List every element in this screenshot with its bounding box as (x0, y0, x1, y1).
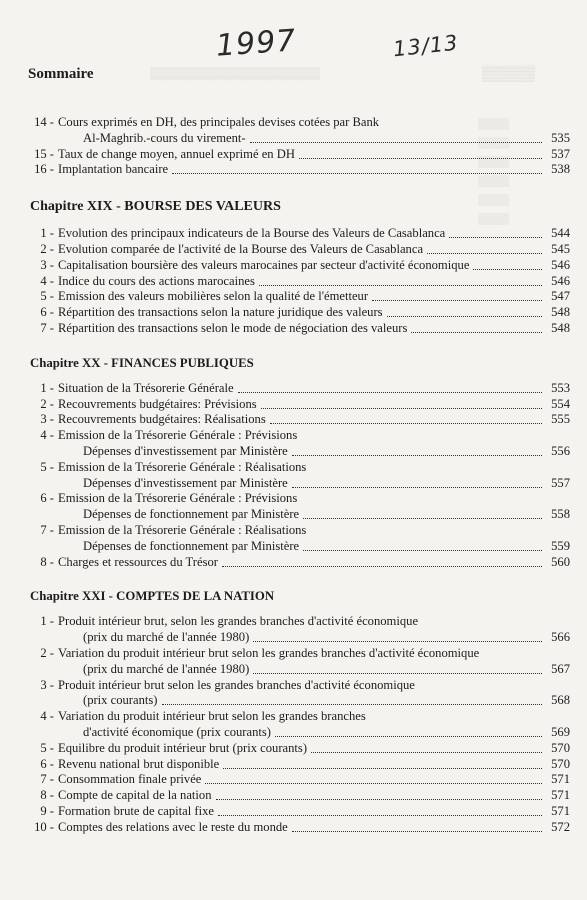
entry-number: 2 - (40, 646, 54, 660)
entry-page-number: 548 (551, 321, 570, 335)
dot-leader (238, 392, 542, 393)
entry-title: Produit intérieur brut selon les grandes branches d'activité économique (58, 677, 415, 692)
toc-entry-line (30, 708, 570, 724)
entry-page-number: 567 (551, 661, 570, 676)
dot-leader (270, 423, 542, 424)
entry-title: Implantation bancaire (58, 162, 169, 177)
entry-title-continued: Dépenses d'investissement par Ministère (83, 475, 288, 490)
bleed-through-mark: ▒▒▒▒▒▒▒▒▒▒▒▒▒▒▒▒▒▒▒▒ (150, 66, 321, 80)
entry-title: Emission de la Trésorerie Générale : Prévisions (58, 428, 298, 443)
toc-entry-line (30, 538, 570, 554)
toc-entry-line (30, 771, 570, 787)
dot-leader (372, 300, 542, 301)
toc-entry-line (30, 411, 570, 427)
entry-title: Emission de la Trésorerie Générale : Prévisions (58, 491, 298, 506)
entry-title: Emission de la Trésorerie Générale : Réalisations (58, 523, 307, 537)
entry-number: 1 - (40, 614, 54, 629)
entry-title: Revenu national brut disponible (58, 756, 220, 771)
toc-entry-line (30, 241, 570, 257)
entry-title: Recouvrements budgétaires: Prévisions (58, 396, 257, 411)
entry-number: 7 - (40, 523, 54, 537)
entry-page-number: 570 (551, 740, 570, 755)
toc-entry-line (30, 288, 570, 304)
dot-leader (162, 704, 542, 705)
entry-number: 3 - (40, 677, 54, 692)
entry-number: 2 - (40, 396, 54, 411)
entry-number: 5 - (40, 289, 54, 304)
entry-page-number: 558 (551, 507, 570, 522)
bleed-through-mark: ▒▒▒▒▒ (482, 66, 536, 82)
entry-title: Formation brute de capital fixe (58, 804, 214, 818)
entry-page-number: 556 (551, 443, 570, 458)
entry-number: 9 - (40, 804, 54, 818)
toc-entry-line (30, 443, 570, 459)
entry-page-number: 566 (551, 630, 570, 645)
entry-title: Variation du produit intérieur brut selon les grandes branches d'activité économique (58, 646, 480, 660)
toc-entry-line (30, 756, 570, 772)
toc-entry-line (30, 554, 570, 570)
entry-page-number: 548 (551, 305, 570, 320)
entry-title-continued: Dépenses de fonctionnement par Ministère (83, 538, 300, 553)
entry-title: Situation de la Trésorerie Générale (58, 380, 234, 395)
entry-title: Compte de capital de la nation (58, 788, 212, 803)
entry-number: 1 - (40, 226, 54, 241)
entry-page-number: 537 (551, 146, 570, 161)
toc-entry-line (30, 427, 570, 443)
handwritten-page-number: 13/13 (391, 30, 460, 62)
dot-leader (303, 550, 542, 551)
dot-leader (261, 408, 542, 409)
entry-number: 4 - (40, 273, 54, 288)
toc-entry-line (30, 677, 570, 693)
entry-title: Taux de change moyen, annuel exprimé en DH (58, 146, 295, 161)
toc-entry-line (30, 396, 570, 412)
dot-leader (253, 641, 542, 642)
entry-number: 4 - (40, 709, 54, 724)
entry-title: Produit intérieur brut, selon les grandes branches d'activité économique (58, 614, 419, 629)
dot-leader (205, 783, 542, 784)
entry-number: 7 - (40, 321, 54, 335)
entry-page-number: 545 (551, 242, 570, 256)
entry-title: Capitalisation boursière des valeurs marocaines par secteur d'activité économique (58, 257, 470, 272)
entry-title-continued: (prix du marché de l'année 1980) (83, 661, 250, 676)
dot-leader (299, 158, 542, 159)
toc-entry-line (30, 819, 570, 835)
toc-entry-line (30, 629, 570, 645)
entry-page-number: 568 (551, 693, 570, 708)
entry-page-number: 546 (551, 273, 570, 288)
entry-title: Consommation finale privée (58, 772, 202, 787)
entry-page-number: 546 (551, 257, 570, 272)
chapter-heading: Chapitre XX - FINANCES PUBLIQUES (30, 355, 254, 370)
entry-title-continued: Al-Maghrib.-cours du virement- (83, 130, 246, 145)
toc-entry-line (30, 161, 570, 177)
entry-title: Répartition des transactions selon le mode de négociation des valeurs (58, 321, 408, 335)
entry-page-number: 555 (551, 412, 570, 427)
entry-number: 10 - (34, 819, 54, 834)
entry-page-number: 559 (551, 538, 570, 553)
entry-title: Cours exprimés en DH, des principales devises cotées par Bank (58, 115, 380, 129)
toc-entry-line (30, 114, 570, 130)
toc-entry-line (30, 787, 570, 803)
entry-page-number: 553 (551, 380, 570, 395)
toc-entry-line (30, 273, 570, 289)
dot-leader (292, 487, 542, 488)
entry-number: 2 - (40, 242, 54, 256)
entry-page-number: 554 (551, 396, 570, 411)
entry-title: Variation du produit intérieur brut selon les grandes branches (58, 709, 366, 724)
dot-leader (218, 815, 542, 816)
dot-leader (250, 142, 542, 143)
entry-number: 5 - (40, 740, 54, 755)
entry-page-number: 572 (551, 819, 570, 834)
entry-title: Emission des valeurs mobilières selon la qualité de l'émetteur (58, 289, 369, 304)
dot-leader (223, 768, 542, 769)
dot-leader (259, 285, 542, 286)
dot-leader (275, 736, 542, 737)
entry-title-continued: Dépenses de fonctionnement par Ministère (83, 507, 300, 522)
toc-entry-line (30, 645, 570, 661)
chapter-heading: Chapitre XIX - BOURSE DES VALEURS (30, 199, 281, 215)
dot-leader (427, 253, 542, 254)
entry-title-continued: d'activité économique (prix courants) (83, 724, 271, 739)
entry-page-number: 538 (551, 162, 570, 177)
toc-entry-line (30, 661, 570, 677)
toc-entry-line (30, 304, 570, 320)
entry-title: Indice du cours des actions marocaines (58, 273, 255, 288)
toc-entry-line (30, 740, 570, 756)
page-heading: Sommaire (28, 66, 94, 82)
entry-number: 8 - (40, 788, 54, 803)
dot-leader (311, 752, 542, 753)
toc-entry-line (30, 490, 570, 506)
entry-title: Emission de la Trésorerie Générale : Réalisations (58, 459, 307, 474)
entry-title: Recouvrements budgétaires: Réalisations (58, 412, 266, 427)
entry-title: Charges et ressources du Trésor (58, 554, 218, 569)
dot-leader (216, 799, 542, 800)
entry-page-number: 569 (551, 724, 570, 739)
toc-entry-line (30, 257, 570, 273)
toc-entry-line (30, 475, 570, 491)
dot-leader (253, 673, 542, 674)
toc-entry-line (30, 320, 570, 336)
entry-number: 8 - (40, 554, 54, 569)
entry-number: 6 - (40, 756, 54, 771)
entry-title: Evolution comparée de l'activité de la Bourse des Valeurs de Casablanca (58, 242, 424, 256)
entry-title-continued: (prix courants) (83, 693, 158, 708)
entry-page-number: 557 (551, 475, 570, 490)
toc-entry-line (30, 803, 570, 819)
dot-leader (222, 566, 542, 567)
toc-entry-line (30, 692, 570, 708)
dot-leader (473, 269, 542, 270)
entry-title: Répartition des transactions selon la nature juridique des valeurs (58, 305, 383, 320)
toc-entry-line (30, 380, 570, 396)
entry-number: 14 - (34, 115, 54, 129)
entry-number: 1 - (40, 380, 54, 395)
entry-number: 7 - (40, 772, 54, 787)
entry-number: 6 - (40, 305, 54, 320)
entry-number: 3 - (40, 257, 54, 272)
dot-leader (292, 455, 542, 456)
entry-number: 16 - (34, 162, 54, 177)
entry-number: 4 - (40, 428, 54, 443)
entry-page-number: 535 (551, 130, 570, 145)
entry-title: Equilibre du produit intérieur brut (prix courants) (58, 740, 308, 755)
toc-entry-line (30, 146, 570, 162)
entry-title: Comptes des relations avec le reste du monde (58, 819, 288, 834)
entry-title-continued: Dépenses d'investissement par Ministère (83, 443, 288, 458)
entry-page-number: 560 (551, 554, 570, 569)
toc-entry-line (30, 130, 570, 146)
toc-entry-line (30, 506, 570, 522)
entry-page-number: 571 (551, 804, 570, 818)
entry-page-number: 571 (551, 788, 570, 803)
entry-title-continued: (prix du marché de l'année 1980) (83, 630, 250, 645)
entry-number: 3 - (40, 412, 54, 427)
toc-entry-line (30, 724, 570, 740)
toc-entry-line (30, 225, 570, 241)
dot-leader (387, 316, 542, 317)
entry-number: 5 - (40, 459, 54, 474)
dot-leader (449, 237, 542, 238)
dot-leader (292, 831, 542, 832)
dot-leader (172, 173, 542, 174)
entry-page-number: 571 (551, 772, 570, 787)
dot-leader (411, 332, 542, 333)
entry-page-number: 544 (551, 226, 570, 241)
dot-leader (303, 518, 542, 519)
entry-page-number: 570 (551, 756, 570, 771)
handwritten-year: 1997 (214, 23, 298, 64)
toc-entry-line (30, 613, 570, 629)
toc-entry-line (30, 459, 570, 475)
bleed-through-mark: ▒▒▒▒ ▒▒▒▒ ▒▒▒▒ ▒▒▒▒ ▒▒▒▒ ▒▒▒▒ (478, 118, 510, 225)
toc-entry-line (30, 522, 570, 538)
entry-number: 15 - (34, 146, 54, 161)
chapter-heading: Chapitre XXI - COMPTES DE LA NATION (30, 589, 275, 604)
entry-page-number: 547 (551, 289, 570, 304)
entry-title: Evolution des principaux indicateurs de la Bourse des Valeurs de Casablanca (58, 226, 446, 241)
entry-number: 6 - (40, 491, 54, 506)
